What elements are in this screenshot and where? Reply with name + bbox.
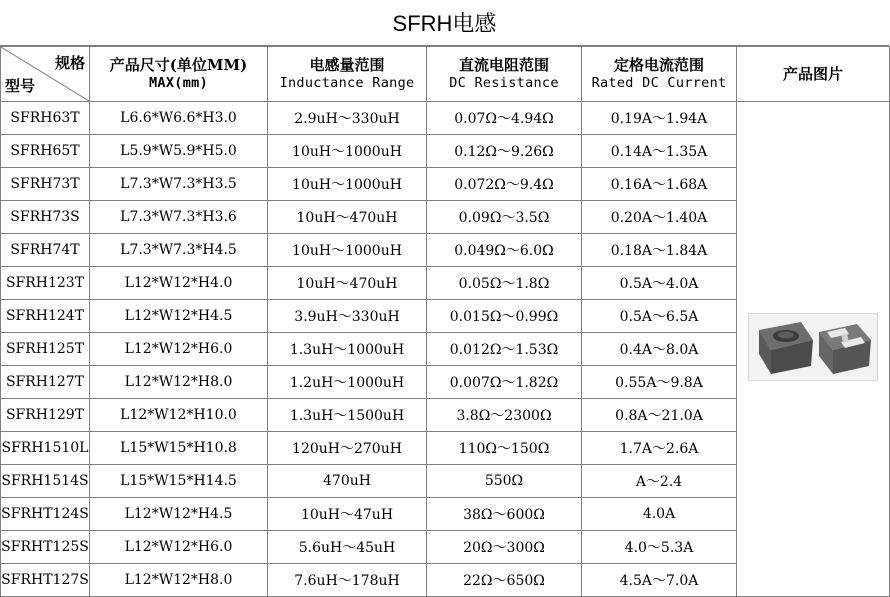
cell-current: 4.0～5.3A (582, 531, 737, 564)
cell-resistance: 3.8Ω～2300Ω (427, 399, 582, 432)
cell-inductance: 2.9uH～330uH (268, 102, 427, 135)
cell-resistance: 0.072Ω～9.4Ω (427, 168, 582, 201)
cell-current: 0.16A～1.68A (582, 168, 737, 201)
cell-inductance: 470uH (268, 465, 427, 498)
cell-resistance: 0.07Ω～4.94Ω (427, 102, 582, 135)
cell-model: SFRH73S (1, 201, 90, 234)
cell-inductance: 1.2uH～1000uH (268, 366, 427, 399)
corner-model-label: 型号 (5, 77, 36, 95)
cell-inductance: 3.9uH～330uH (268, 300, 427, 333)
cell-model: SFRH125T (1, 333, 90, 366)
cell-size: L12*W12*H6.0 (90, 333, 268, 366)
cell-size: L12*W12*H4.5 (90, 300, 268, 333)
cell-size: L12*W12*H10.0 (90, 399, 268, 432)
cell-size: L6.6*W6.6*H3.0 (90, 102, 268, 135)
header-size (90, 47, 268, 102)
cell-model: SFRH1514S (1, 465, 90, 498)
cell-current: 0.18A～1.84A (582, 234, 737, 267)
cell-resistance: 0.049Ω～6.0Ω (427, 234, 582, 267)
cell-current: 0.5A～6.5A (582, 300, 737, 333)
cell-current: 0.8A～21.0A (582, 399, 737, 432)
sheet-title: SFRH电感 (0, 0, 889, 46)
cell-resistance: 22Ω～650Ω (427, 564, 582, 597)
cell-size: L5.9*W5.9*H5.0 (90, 135, 268, 168)
header-size-cn: 产品尺寸(单位MM) (109, 56, 248, 74)
cell-current: A～2.4 (582, 465, 737, 498)
cell-resistance: 20Ω～300Ω (427, 531, 582, 564)
cell-resistance: 0.12Ω～9.26Ω (427, 135, 582, 168)
header-current-cn: 定格电流范围 (613, 56, 704, 74)
inductor-photo-icon (748, 313, 878, 381)
cell-model: SFRH74T (1, 234, 90, 267)
header-picture (737, 47, 890, 102)
cell-current: 4.0A (582, 498, 737, 531)
cell-current: 0.20A～1.40A (582, 201, 737, 234)
table-row (1, 102, 890, 135)
header-current-en: Rated DC Current (591, 75, 727, 91)
header-picture-cn: 产品图片 (782, 65, 843, 83)
cell-model: SFRH123T (1, 267, 90, 300)
cell-resistance: 38Ω～600Ω (427, 498, 582, 531)
cell-size: L12*W12*H8.0 (90, 564, 268, 597)
cell-size: L7.3*W7.3*H3.6 (90, 201, 268, 234)
cell-size: L7.3*W7.3*H4.5 (90, 234, 268, 267)
cell-current: 0.5A～4.0A (582, 267, 737, 300)
cell-inductance: 5.6uH～45uH (268, 531, 427, 564)
cell-resistance: 0.09Ω～3.5Ω (427, 201, 582, 234)
cell-size: L12*W12*H4.0 (90, 267, 268, 300)
cell-inductance: 1.3uH～1000uH (268, 333, 427, 366)
header-row (1, 47, 890, 102)
cell-resistance: 0.015Ω～0.99Ω (427, 300, 582, 333)
cell-inductance: 120uH～270uH (268, 432, 427, 465)
cell-current: 0.14A～1.35A (582, 135, 737, 168)
cell-model: SFRH63T (1, 102, 90, 135)
cell-size: L12*W12*H6.0 (90, 531, 268, 564)
cell-size: L12*W12*H8.0 (90, 366, 268, 399)
cell-inductance: 10uH～1000uH (268, 135, 427, 168)
cell-inductance: 1.3uH～1500uH (268, 399, 427, 432)
header-current (582, 47, 737, 102)
cell-size: L15*W15*H10.8 (90, 432, 268, 465)
cell-inductance: 10uH～1000uH (268, 168, 427, 201)
cell-inductance: 10uH～470uH (268, 201, 427, 234)
cell-current: 0.4A～8.0A (582, 333, 737, 366)
cell-inductance: 10uH～47uH (268, 498, 427, 531)
cell-model: SFRH73T (1, 168, 90, 201)
cell-current: 4.5A～7.0A (582, 564, 737, 597)
cell-inductance: 10uH～470uH (268, 267, 427, 300)
cell-model: SFRH1510L (1, 432, 90, 465)
header-size-en: MAX(mm) (149, 75, 208, 91)
cell-current: 1.7A～2.6A (582, 432, 737, 465)
cell-model: SFRHT124S (1, 498, 90, 531)
corner-spec-label: 规格 (54, 54, 85, 72)
cell-model: SFRH129T (1, 399, 90, 432)
cell-model: SFRH65T (1, 135, 90, 168)
header-inductance-cn: 电感量范围 (309, 56, 385, 74)
cell-resistance: 110Ω～150Ω (427, 432, 582, 465)
header-resistance-cn: 直流电阻范围 (458, 56, 549, 74)
header-inductance (268, 47, 427, 102)
cell-resistance: 0.007Ω～1.82Ω (427, 366, 582, 399)
cell-resistance: 0.012Ω～1.53Ω (427, 333, 582, 366)
cell-resistance: 550Ω (427, 465, 582, 498)
cell-inductance: 10uH～1000uH (268, 234, 427, 267)
cell-size: L7.3*W7.3*H3.5 (90, 168, 268, 201)
header-resistance (427, 47, 582, 102)
cell-size: L12*W12*H4.5 (90, 498, 268, 531)
table-body (1, 102, 890, 597)
cell-model: SFRH127T (1, 366, 90, 399)
cell-model: SFRHT127S (1, 564, 90, 597)
header-inductance-en: Inductance Range (279, 75, 415, 91)
corner-header (1, 47, 90, 102)
cell-model: SFRH124T (1, 300, 90, 333)
cell-current: 0.55A～9.8A (582, 366, 737, 399)
cell-current: 0.19A～1.94A (582, 102, 737, 135)
spec-table (0, 46, 890, 597)
cell-inductance: 7.6uH～178uH (268, 564, 427, 597)
header-resistance-en: DC Resistance (449, 75, 559, 91)
product-image-cell (737, 102, 890, 597)
cell-model: SFRHT125S (1, 531, 90, 564)
cell-size: L15*W15*H14.5 (90, 465, 268, 498)
cell-resistance: 0.05Ω～1.8Ω (427, 267, 582, 300)
